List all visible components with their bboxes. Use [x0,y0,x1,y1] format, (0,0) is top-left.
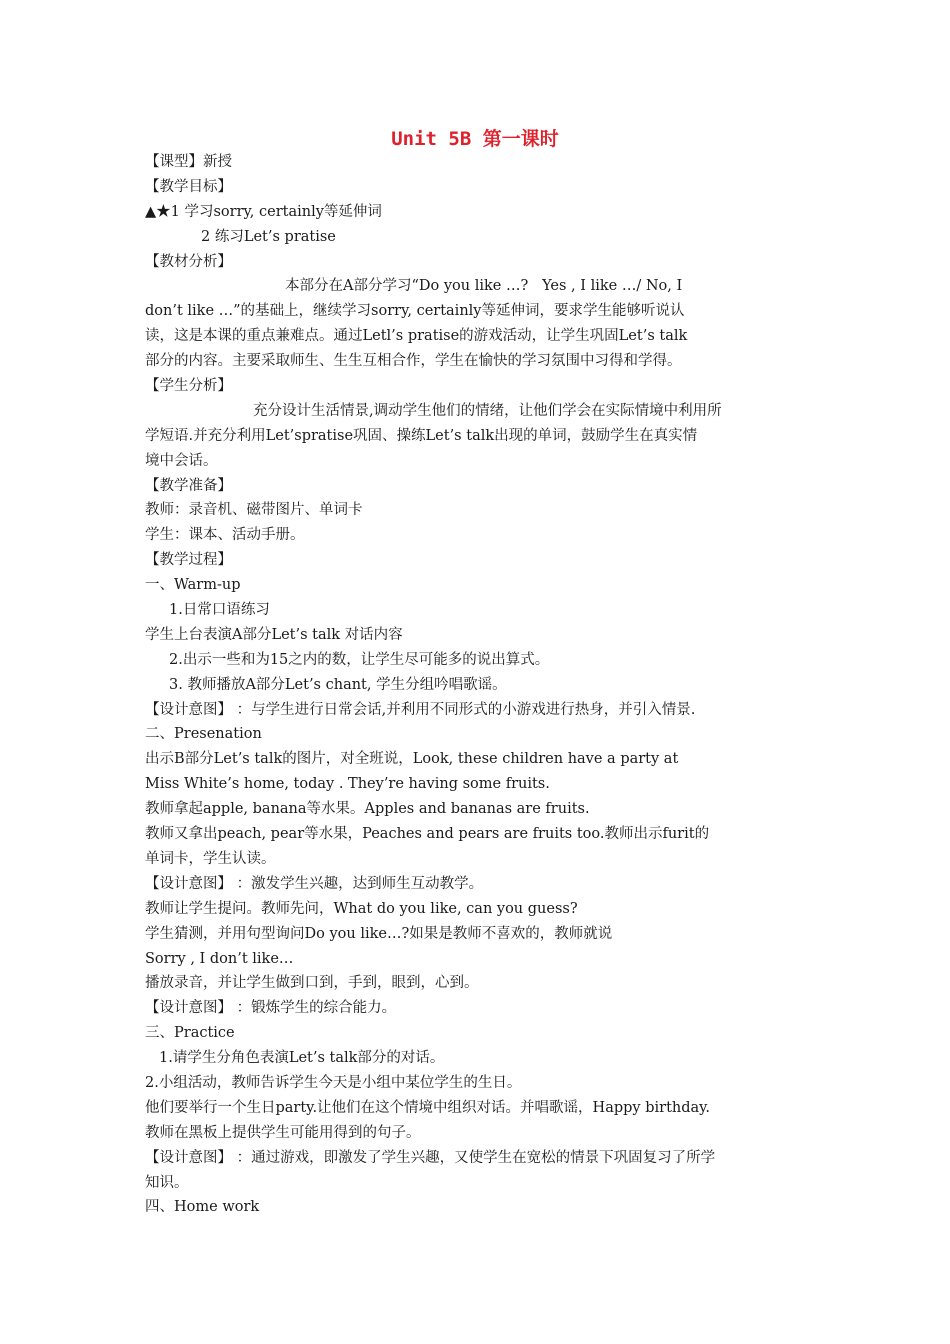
list-item: 1.日常口语练习 [169,602,270,619]
paragraph-line: 充分设计生活情景,调动学生他们的情绪，让他们学会在实际情境中利用所 [253,402,722,419]
teacher-materials-line: 教师：录音机、磁带图片、单词卡 [145,502,363,519]
step-heading-practice: 三、Practice [145,1025,235,1042]
step-heading-homework: 四、Home work [145,1199,260,1216]
paragraph-line: 教师在黑板上提供学生可能用得到的句子。 [145,1124,421,1141]
design-intent-line: 【设计意图】 ：锻炼学生的综合能力。 [145,1000,397,1017]
paragraph-line: 教师拿起apple, banana等水果。Apples and bananas are fruits. [145,801,590,818]
list-item: 2.小组活动，教师告诉学生今天是小组中某位学生的生日。 [145,1074,522,1091]
paragraph-line: 境中会话。 [145,452,218,469]
paragraph-line: Sorry , I don’t like… [145,950,294,967]
step-heading-warm-up: 一、Warm-up [145,577,241,594]
student-materials-line: 学生：课本、活动手册。 [145,527,305,544]
step-heading-presentation: 二、Presenation [145,726,262,743]
design-intent-line: 【设计意图】 ：与学生进行日常会话,并利用不同形式的小游戏进行热身，并引入情景. [145,701,696,718]
list-item: 1.请学生分角色表演Let’s talk部分的对话。 [159,1050,445,1067]
document-body [145,150,810,1220]
paragraph-line: 学生上台表演A部分Let’s talk 对话内容 [145,626,403,643]
lesson-type-line: 【课型】新授 [145,154,232,170]
paragraph-line: 播放录音，并让学生做到口到，手到，眼到，心到。 [145,975,479,992]
list-item: 3. 教师播放A部分Let’s chant, 学生分组吟唱歌谣。 [169,676,507,693]
paragraph-line: Miss White’s home, today . They’re having some fruits. [145,776,550,793]
section-heading-material-analysis: 【教材分析】 [145,253,232,270]
paragraph-line: 部分的内容。主要采取师生、生生互相合作，学生在愉快的学习氛围中习得和学得。 [145,353,682,370]
paragraph-line: don’t like …”的基础上，继续学习sorry, certainly等延伸词，要求学生能够听说认 [145,303,685,320]
paragraph-line: 学生猜测，并用句型询问Do you like…?如果是教师不喜欢的，教师就说 [145,925,613,942]
list-item: 2.出示一些和为15之内的数，让学生尽可能多的说出算式。 [169,651,550,668]
paragraph-line: 他们要举行一个生日party.让他们在这个情境中组织对话。并唱歌谣，Happy birthday. [145,1099,711,1116]
objective-1: ▲★1 学习sorry, certainly等延伸词 [145,203,382,220]
paragraph-line: 学短语.并充分利用Let’spratise巩固、操练Let’s talk出现的单词，鼓励学生在真实情 [145,427,698,444]
paragraph-line: 教师让学生提问。教师先问，What do you like, can you guess? [145,900,578,917]
paragraph-line: 读，这是本课的重点兼难点。通过Letl’s pratise的游戏活动，让学生巩固Let’s talk [145,328,688,345]
paragraph-line: 教师又拿出peach, pear等水果，Peaches and pears are fruits too.教师出示furit的 [145,826,710,843]
paragraph-line: 出示B部分Let’s talk的图片，对全班说，Look, these children have a party at [145,751,679,768]
design-intent-line: 【设计意图】 ：通过游戏，即激发了学生兴趣，又使学生在宽松的情景下巩固复习了所学 [145,1149,716,1166]
section-heading-process: 【教学过程】 [145,552,232,569]
section-heading-student-analysis: 【学生分析】 [145,378,232,395]
section-heading-objectives: 【教学目标】 [145,178,232,195]
document-title: Unit 5B 第一课时 [391,128,559,150]
paragraph-line: 知识。 [145,1174,189,1191]
section-heading-preparation: 【教学准备】 [145,477,232,494]
paragraph-line: 本部分在A部分学习“Do you like …? Yes , I like …/ No, I [285,278,683,295]
objective-2: 2 练习Let’s pratise [201,228,336,245]
paragraph-line: 单词卡，学生认读。 [145,850,276,867]
design-intent-line: 【设计意图】 ：激发学生兴趣，达到师生互动教学。 [145,875,484,892]
